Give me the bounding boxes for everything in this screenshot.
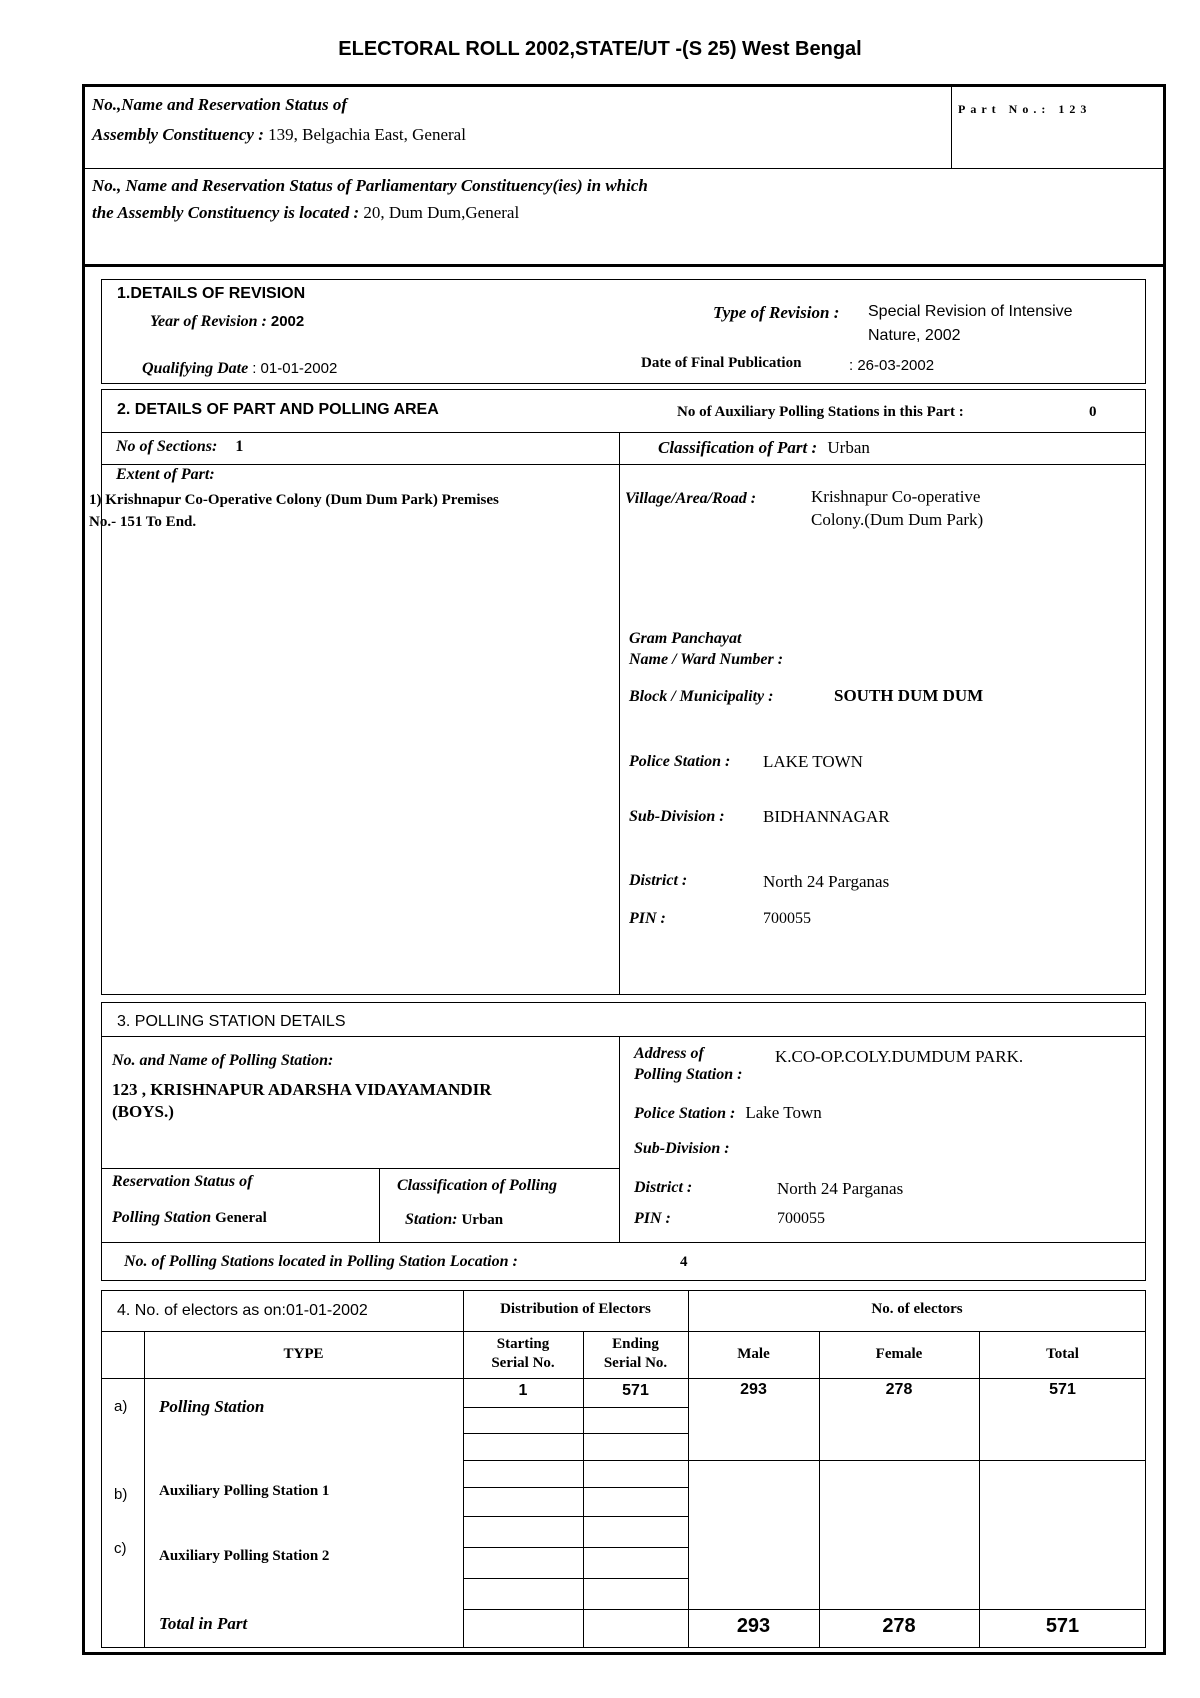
final-pub-value: : 26-03-2002 bbox=[849, 357, 935, 374]
year-label: Year of Revision : bbox=[150, 313, 267, 330]
ps-police-row bbox=[634, 1103, 822, 1123]
distribution-header: Distribution of Electors bbox=[500, 1301, 651, 1317]
police-value: LAKE TOWN bbox=[763, 752, 863, 771]
divider bbox=[101, 1036, 1146, 1037]
gp-label-2: Name / Ward Number : bbox=[629, 651, 784, 668]
reservation-label-1: Reservation Status of bbox=[112, 1173, 253, 1190]
district-label: District : bbox=[629, 872, 688, 889]
divider bbox=[379, 1168, 380, 1242]
year-value: 2002 bbox=[270, 313, 305, 330]
total-header: Total bbox=[1046, 1346, 1079, 1362]
aux-value: 0 bbox=[1089, 404, 1097, 420]
subdiv-value: BIDHANNAGAR bbox=[763, 807, 890, 826]
divider bbox=[619, 1036, 620, 1242]
row-male: 293 bbox=[740, 1381, 767, 1398]
ps-name-1: 123 , KRISHNAPUR ADARSHA VIDAYAMANDIR bbox=[112, 1080, 492, 1099]
ac-label-2: Assembly Constituency : bbox=[92, 125, 264, 144]
divider bbox=[463, 1407, 688, 1408]
ps-classification-label-1: Classification of Polling bbox=[397, 1177, 558, 1194]
ps-name-2: (BOYS.) bbox=[112, 1102, 174, 1121]
part-classification-label: Classification of Part : bbox=[658, 438, 818, 457]
page-title: ELECTORAL ROLL 2002,STATE/UT -(S 25) West Bengal bbox=[338, 38, 862, 60]
location-value: 4 bbox=[680, 1254, 688, 1270]
ps-subdiv-label: Sub-Division : bbox=[634, 1140, 730, 1157]
divider bbox=[463, 1460, 1146, 1461]
pin-label: PIN : bbox=[629, 910, 666, 927]
start-header-1: Starting bbox=[496, 1336, 550, 1352]
end-header bbox=[583, 1335, 688, 1373]
block-value: SOUTH DUM DUM bbox=[834, 686, 984, 705]
divider bbox=[688, 1290, 689, 1648]
end-header-2: Serial No. bbox=[603, 1355, 668, 1371]
part-heading: 2. DETAILS OF PART AND POLLING AREA bbox=[117, 401, 439, 418]
ac-label: No.,Name and Reservation Status of bbox=[92, 95, 348, 114]
divider bbox=[463, 1547, 688, 1548]
row-type: Auxiliary Polling Station 1 bbox=[159, 1483, 330, 1499]
sections-value: 1 bbox=[235, 438, 244, 455]
divider bbox=[101, 1168, 619, 1169]
divider bbox=[144, 1331, 145, 1648]
part-classification-row bbox=[658, 438, 870, 458]
ps-classification-value: Urban bbox=[461, 1212, 504, 1228]
pc-label-2: the Assembly Constituency is located : bbox=[92, 203, 360, 222]
row-type: Auxiliary Polling Station 2 bbox=[159, 1548, 330, 1564]
row-index: c) bbox=[114, 1540, 127, 1557]
ps-district-label: District : bbox=[634, 1179, 693, 1196]
no-of-electors-header: No. of electors bbox=[871, 1301, 963, 1317]
ps-classification-row bbox=[405, 1211, 503, 1229]
qualifying-row bbox=[142, 360, 337, 378]
sections-row bbox=[116, 438, 243, 456]
total-female: 278 bbox=[882, 1615, 916, 1637]
type-value-2: Nature, 2002 bbox=[868, 327, 961, 344]
aux-label: No of Auxiliary Polling Stations in this Part : bbox=[677, 404, 964, 420]
row-start: 1 bbox=[518, 1382, 528, 1399]
divider bbox=[979, 1331, 980, 1648]
divider bbox=[583, 1331, 584, 1648]
divider bbox=[619, 432, 620, 995]
divider bbox=[463, 1487, 688, 1488]
subdiv-label: Sub-Division : bbox=[629, 808, 725, 825]
block-label: Block / Municipality : bbox=[629, 688, 774, 705]
divider bbox=[463, 1516, 688, 1517]
row-index: b) bbox=[114, 1486, 128, 1503]
ac-row bbox=[92, 125, 466, 145]
year-row bbox=[150, 313, 304, 331]
pc-value: 20, Dum Dum,General bbox=[363, 203, 520, 222]
ps-police-label: Police Station : bbox=[634, 1105, 736, 1122]
extent-line-1: 1) Krishnapur Co-Operative Colony (Dum Dum Park) Premises bbox=[89, 492, 499, 508]
total-label: Total in Part bbox=[159, 1614, 248, 1633]
total-total: 571 bbox=[1045, 1615, 1080, 1637]
ps-name-label: No. and Name of Polling Station: bbox=[112, 1052, 334, 1069]
type-header: TYPE bbox=[283, 1346, 324, 1362]
female-header: Female bbox=[875, 1346, 923, 1362]
start-header-2: Serial No. bbox=[491, 1355, 555, 1371]
divider bbox=[101, 1378, 1146, 1379]
divider bbox=[82, 264, 1166, 267]
address-label-2: Polling Station : bbox=[634, 1066, 743, 1083]
part-number: Part No.: 123 bbox=[958, 102, 1092, 116]
divider bbox=[82, 168, 1166, 169]
district-value: North 24 Parganas bbox=[763, 872, 890, 891]
divider bbox=[463, 1609, 1146, 1610]
part-classification-value: Urban bbox=[827, 438, 870, 457]
end-header-1: Ending bbox=[612, 1336, 659, 1352]
male-header: Male bbox=[737, 1346, 770, 1362]
police-label: Police Station : bbox=[629, 753, 731, 770]
electors-heading: 4. No. of electors as on:01-01-2002 bbox=[117, 1302, 368, 1319]
ps-pin-label: PIN : bbox=[634, 1210, 671, 1227]
extent-line-2: No.- 151 To End. bbox=[89, 514, 197, 530]
location-label: No. of Polling Stations located in Polling Station Location : bbox=[124, 1253, 518, 1270]
address-label-1: Address of bbox=[634, 1045, 704, 1062]
row-index: a) bbox=[114, 1398, 128, 1415]
start-header bbox=[463, 1335, 583, 1373]
divider bbox=[101, 1331, 1146, 1332]
divider bbox=[463, 1433, 688, 1434]
ps-district-value: North 24 Parganas bbox=[777, 1179, 904, 1198]
part-box bbox=[101, 389, 1146, 995]
ac-value: 139, Belgachia East, General bbox=[268, 125, 466, 144]
village-value-2: Colony.(Dum Dum Park) bbox=[811, 510, 984, 529]
reservation-value: General bbox=[215, 1210, 267, 1226]
ps-police-value: Lake Town bbox=[745, 1103, 822, 1122]
divider bbox=[101, 1242, 1146, 1243]
sections-label: No of Sections: bbox=[116, 438, 218, 455]
gp-label-1: Gram Panchayat bbox=[629, 630, 742, 647]
village-label: Village/Area/Road : bbox=[625, 490, 757, 507]
qualifying-label: Qualifying Date bbox=[142, 360, 249, 377]
divider bbox=[101, 464, 1146, 465]
address-value: K.CO-OP.COLY.DUMDUM PARK. bbox=[775, 1047, 1024, 1066]
ps-pin-value: 700055 bbox=[777, 1210, 825, 1227]
divider bbox=[951, 84, 952, 168]
polling-heading: 3. POLLING STATION DETAILS bbox=[117, 1013, 346, 1030]
polling-box bbox=[101, 1002, 1146, 1281]
row-total: 571 bbox=[1049, 1381, 1076, 1398]
type-label: Type of Revision : bbox=[713, 303, 840, 322]
reservation-label-2: Polling Station bbox=[112, 1209, 212, 1226]
ps-classification-label-2: Station: bbox=[405, 1211, 458, 1228]
revision-heading: 1.DETAILS OF REVISION bbox=[117, 285, 306, 302]
divider bbox=[819, 1331, 820, 1648]
pc-label: No., Name and Reservation Status of Parliamentary Constituency(ies) in which bbox=[92, 176, 648, 195]
final-pub-label: Date of Final Publication bbox=[641, 355, 802, 371]
type-value-1: Special Revision of Intensive bbox=[868, 303, 1073, 320]
qualifying-value: : 01-01-2002 bbox=[252, 360, 338, 377]
pc-row bbox=[92, 203, 519, 223]
divider bbox=[101, 432, 1146, 433]
extent-label: Extent of Part: bbox=[116, 466, 215, 483]
village-value-1: Krishnapur Co-operative bbox=[811, 487, 981, 506]
pin-value: 700055 bbox=[763, 910, 811, 927]
reservation-row bbox=[112, 1209, 267, 1227]
divider bbox=[463, 1578, 688, 1579]
row-end: 571 bbox=[622, 1382, 649, 1399]
row-female: 278 bbox=[885, 1381, 913, 1398]
total-male: 293 bbox=[736, 1615, 771, 1637]
row-type: Polling Station bbox=[159, 1397, 265, 1416]
